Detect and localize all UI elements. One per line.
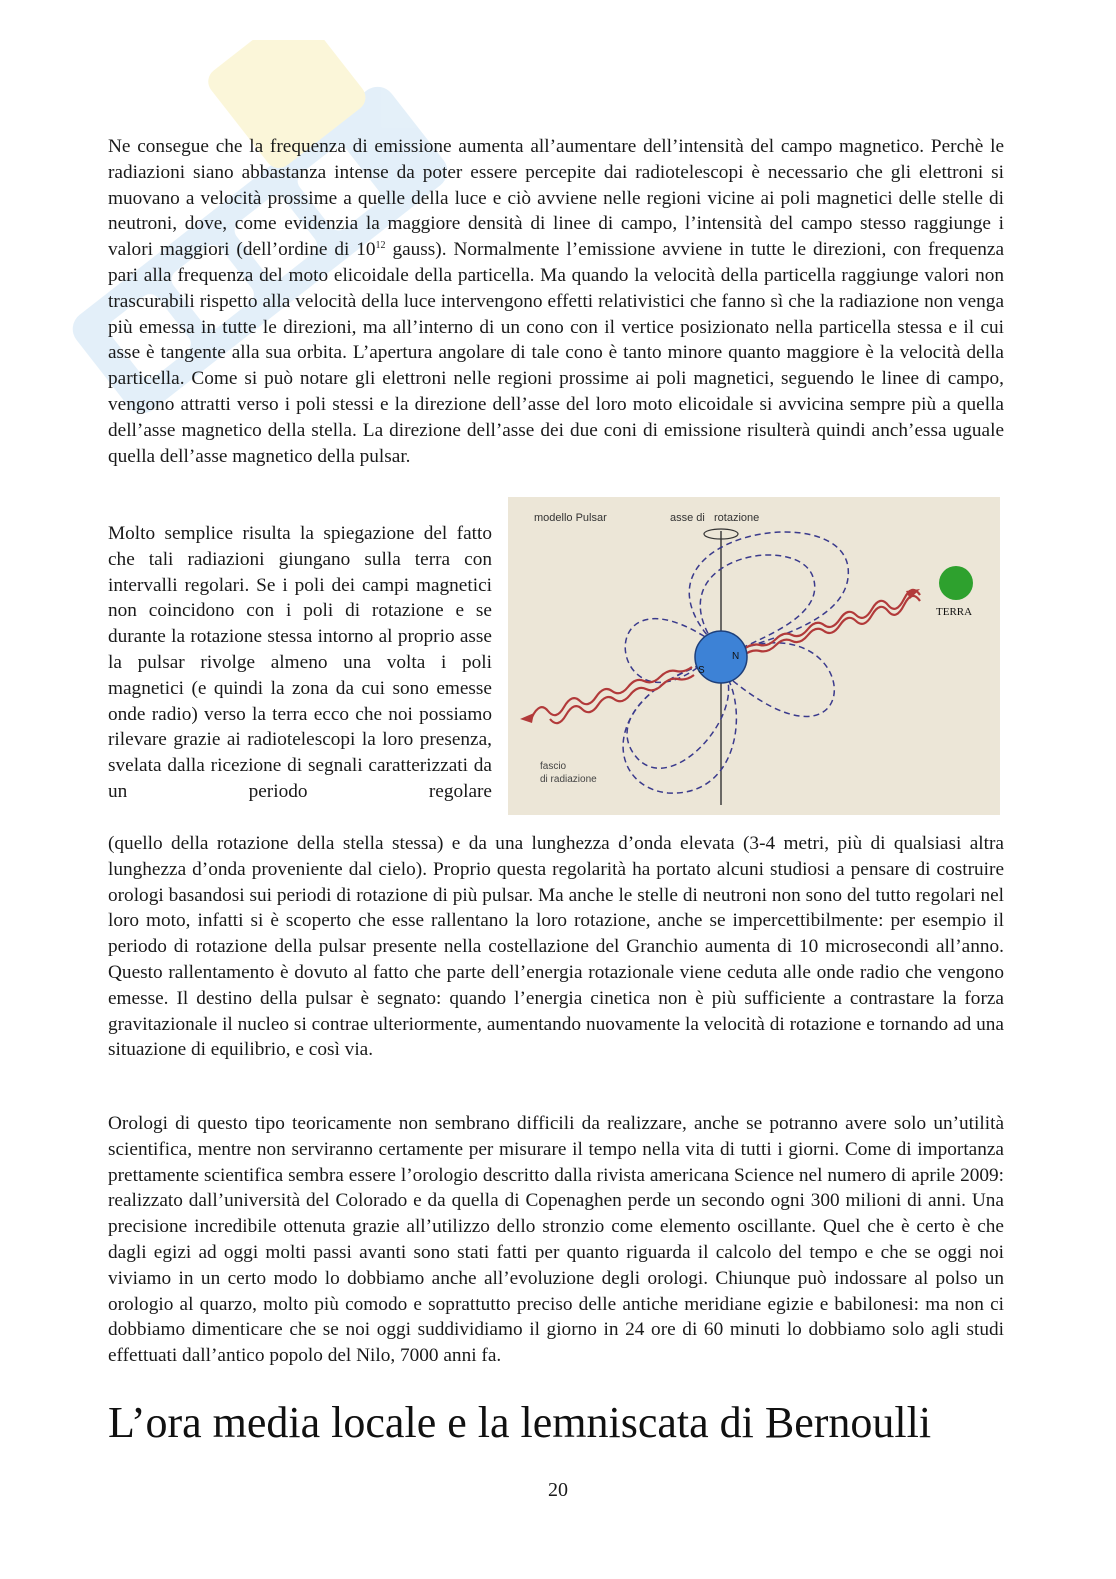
paragraph-2-continuation: (quello della rotazione della stella stessa) e da una lunghezza d’onda elevata (3-4 metri, più di qualsiasi altra lunghezza d’onda proveniente dal cielo). Proprio questa regolarità ha portato alcuni studiosi a pensare di costruire orologi basandosi sui periodi di rotazione di più pulsar. Ma anche le stelle di neutroni non sono del tutto regolari nel loro moto, infatti si è scoperto che esse rallentano la loro rotazione, anche se impercettibilmente: per esempio il periodo di rotazione della pulsar presente nella costellazione del Granchio aumenta di 10 microsecondi all’anno. Questo rallentamento è dovuto al fatto che parte dell’energia rotazionale viene ceduta alle onde radio che vengono emesse. Il destino della pulsar è segnato: quando l’energia cinetica non è più sufficiente a contrastare la forza gravitazionale il nucleo si contrae ulteriormente, aumentando nuovamente la velocità di rotazione e tornando ad una situazione di equilibrio, e così via. bbox=[108, 833, 1004, 1061]
figure-title: modello Pulsar bbox=[534, 512, 607, 524]
earth-icon bbox=[939, 566, 973, 600]
earth-label: TERRA bbox=[936, 606, 973, 618]
south-pole-label: S bbox=[698, 665, 705, 676]
paragraph-3-orologi: Orologi di questo tipo teoricamente non sembrano difficili da realizzare, anche se potranno avere solo un’utilità scientifica, mentre non serviranno certamente per misurare il tempo nella vita di tutti i giorni. Come di importanza prettamente scientifica sembra essere l’orologio descritto dalla rivista americana Science nel numero di aprile 2009: realizzato dall’università del Colorado e da quella di Copenaghen perde un secondo ogni 300 milioni di anni. Una precisione incredibile ottenuta grazie all’utilizzo dello stronzio come elemento oscillante. Quel che è certo è che dagli egizi ad oggi molti passi avanti sono stati fatti per quanto riguarda il calcolo del tempo e che se oggi noi viviamo in un certo modo lo dobbiamo anche all’evoluzione degli orologi. Chiunque può indossare al polso un orologio al quarzo, molto più comodo e soprattutto preciso delle antiche meridiane egizie e babilonesi: ma non ci dobbiamo dimenticare che se noi oggi suddividiamo il giorno in 24 ore di 60 minuti lo dobbiamo solo agli studi effettuati dall’antico popolo del Nilo, 7000 anni fa. bbox=[108, 1113, 1004, 1367]
paragraph-1-tail: gauss). Normalmente l’emissione avviene in tutte le direzioni, con frequenza pari alla frequenza del moto elicoidale della particella. Ma quando la velocità della particella raggiunge valori non trascurabili rispetto alla velocità della luce intervengono effetti relativistici che fanno sì che la radiazione non venga più emessa in tutte le direzioni, ma all’interno di un cono con il vertice posizionato nella particella stessa e il cui asse è tangente alla sua orbita. L’apertura angolare di tale cono è tanto minore quanto maggiore è la velocità della particella. Come si può notare gli elettroni nelle regioni prossime ai poli magnetici, seguendo le linee di campo, vengono attratti verso i poli stessi e la direzione dell’asse del loro moto elicoidale si avvicina sempre più a quella dell’asse magnetico della stella. La direzione dell’asse dei due coni di emissione risulterà quindi anch’essa uguale quella dell’asse magnetico della pulsar. bbox=[108, 239, 1004, 467]
pulsar-diagram bbox=[508, 497, 1000, 815]
beam-label-line-1: fascio bbox=[540, 761, 567, 772]
pulsar-model-figure bbox=[508, 497, 1000, 815]
section-heading: L’ora media locale e la lemniscata di Bernoulli bbox=[108, 1398, 932, 1447]
paragraph-2-wrapped-column: Molto semplice risulta la spiegazione del fatto che tali radiazioni giungano sulla terra con intervalli regolari. Se i poli dei campi magnetici non coincidono con i poli di rotazione e se durante la rotazione stessa intorno al proprio asse la pulsar rivolge almeno una volta i poli magnetici (e quindi la zona da cui sono emesse onde radio) verso la terra ecco che noi possiamo rilevare grazie ai radiotelescopi la loro presenza, svelata dalla ricezione di segnali caratterizzati da un periodo regolare bbox=[108, 523, 492, 802]
page-number: 20 bbox=[548, 1479, 568, 1501]
paragraph-1-text: Ne consegue che la frequenza di emissione aumenta all’aumentare dell’intensità del campo magnetico. Perchè le radiazioni siano abbastanza intense da poter essere percepite dai radiotelescopi è necessario che gli elettroni si muovano a velocità prossime a quelle della luce e ciò avviene nelle regioni vicine ai poli magnetici delle stelle di neutroni, dove, come evidenzia la maggiore densità di linee di campo, l’intensità del campo stesso raggiunge i valori maggiori (dell’ordine di 10 bbox=[108, 136, 1004, 261]
exponent-superscript: 12 bbox=[375, 240, 386, 252]
paragraph-pulsar-emission bbox=[108, 134, 1004, 469]
north-pole-label: N bbox=[732, 651, 740, 662]
rotation-axis-label: asse di rotazione bbox=[670, 512, 760, 524]
beam-label-line-2: di radiazione bbox=[540, 774, 597, 785]
